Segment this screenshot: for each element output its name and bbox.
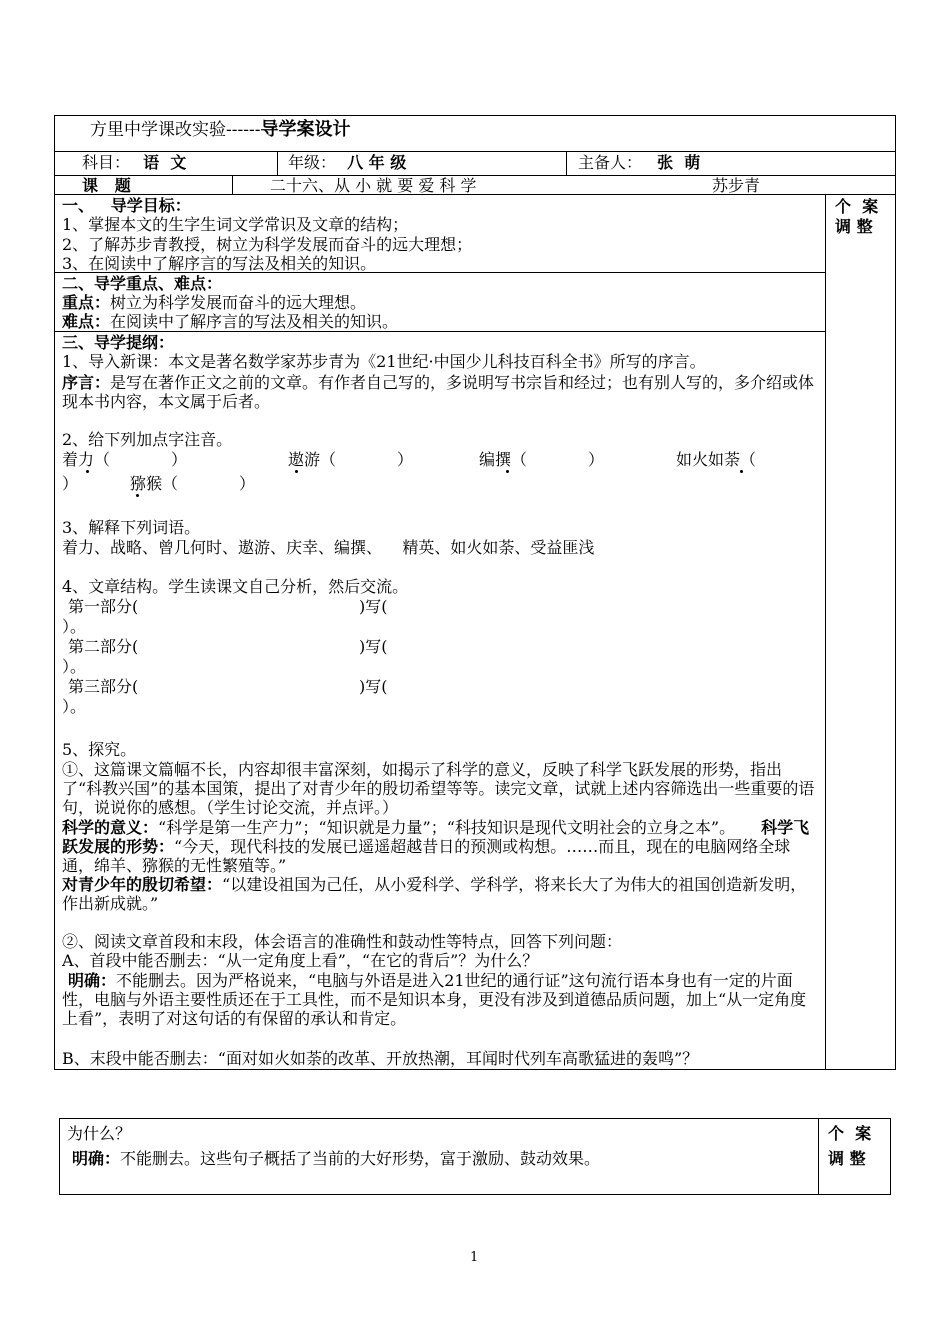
- pinyin-item: 遨游（ ）: [288, 450, 414, 469]
- preface-paragraph: [62, 373, 820, 411]
- plan-title: 导学案设计: [260, 119, 351, 140]
- preparer-label: 主备人：: [578, 153, 643, 172]
- side-label-line1: 个 案: [835, 197, 879, 216]
- pinyin-item: 猕猴（ ）: [130, 474, 256, 493]
- answer-a-text: 不能删去。因为严格说来，“电脑与外语是进入21世纪的通行证”这句流行语本身也有一定的片面性，电脑与外语主要性质还在于工具性，而不是知识本身，更没有涉及到道德品质问题，加上“从一定角度上看”，表明了对这句话的有保留的承认和肯定。: [62, 971, 807, 1028]
- difficult-point-label: 难点：: [62, 312, 111, 331]
- section1-item: 3、在阅读中了解序言的写法及相关的知识。: [62, 254, 377, 273]
- table-border-bottom: [54, 1069, 896, 1070]
- question-2: 2、给下列加点字注音。: [62, 430, 233, 449]
- meaning-paragraph: [62, 818, 820, 875]
- preface-label: 序言：: [62, 373, 111, 392]
- section2-heading: 二、导学重点、难点：: [62, 274, 223, 293]
- part-end: ）。: [62, 617, 87, 636]
- part-mid: )写(: [359, 677, 388, 696]
- side-label2-line2: 调 整: [828, 1149, 866, 1168]
- section3-heading: 三、导学提纲：: [62, 333, 175, 352]
- pinyin-item: 编撰（ ）: [479, 450, 605, 469]
- answer-a-label: 明确：: [68, 971, 117, 990]
- question-a: A、首段中能否删去：“从一定角度上看”，“在它的背后”？为什么？: [62, 951, 539, 970]
- subject-cell: [82, 153, 186, 173]
- col-divider: [232, 175, 233, 194]
- pinyin-item: ）: [62, 474, 79, 493]
- key-point-text: 树立为科学发展而奋斗的远大理想。: [110, 293, 367, 312]
- hope-text: “以建设祖国为己任，从小爱科学、学科学，将来长大了为伟大的祖国创造新发明，作出新成就。”: [62, 875, 807, 913]
- row-divider: [54, 151, 896, 152]
- question-5: 5、探究。: [62, 740, 137, 759]
- preparer-value: 张 萌: [657, 153, 701, 172]
- table2-border-top: [59, 1118, 891, 1119]
- part-label: 第二部分(: [68, 637, 139, 656]
- intro-text: 1、导入新课：本文是著名数学家苏步青为《21世纪·中国少儿科技百科全书》所写的序言。: [62, 352, 706, 371]
- emphasis-dot: [86, 470, 89, 473]
- situation-text: “今天，现代科技的发展已遥遥超越昔日的预测或构想。……而且，现在的电脑网络全球通，绵羊、猕猴的无性繁殖等。”: [62, 837, 791, 875]
- table2-border-left: [59, 1118, 60, 1195]
- topic-value: 二十六、从 小 就 要 爱 科 学: [270, 176, 477, 195]
- grade-value: 八 年 级: [347, 153, 407, 172]
- emphasis-dot: [295, 470, 298, 473]
- table2-border-bottom: [59, 1194, 891, 1195]
- why-text: 为什么？: [67, 1124, 132, 1143]
- question-5-1: ①、这篇课文篇幅不长，内容却很丰富深刻，如揭示了科学的意义，反映了科学飞跃发展的形势，指出了“科教兴国”的基本国策，提出了对青少年的殷切希望等等。读完文章，试就上述内容筛选出一些重要的语句，说说你的感想。（学生讨论交流，并点评。）: [62, 760, 815, 817]
- meaning-text: “科学是第一生产力”；“知识就是力量”；“科技知识是现代文明社会的立身之本”。: [158, 818, 736, 837]
- table2-border-right: [890, 1118, 891, 1195]
- col-divider: [566, 151, 567, 175]
- grade-label: 年级：: [288, 153, 337, 172]
- key-point-label: 重点：: [62, 293, 111, 312]
- topic-author: 苏步青: [712, 176, 761, 195]
- question-3-words: 着力、战略、曾几何时、遨游、庆幸、编撰、 精英、如火如荼、受益匪浅: [62, 538, 595, 557]
- part-label: 第一部分(: [68, 597, 139, 616]
- table2-col-divider: [818, 1118, 819, 1195]
- situation-label: 科学飞跃发展的形势：: [62, 818, 810, 856]
- section1-item: 1、掌握本文的生字生词文学常识及文章的结构；: [62, 215, 409, 234]
- section1-item: 2、了解苏步青教授，树立为科学发展而奋斗的远大理想；: [62, 235, 473, 254]
- difficult-point-text: 在阅读中了解序言的写法及相关的知识。: [110, 312, 399, 331]
- question-4: 4、文章结构。学生读课文自己分析，然后交流。: [62, 577, 409, 596]
- meaning-label: 科学的意义：: [62, 818, 159, 837]
- part-label: 第三部分(: [68, 677, 139, 696]
- grade-cell: [288, 153, 406, 173]
- preface-text: 是写在著作正文之前的文章。有作者自己写的，多说明写书宗旨和经过；也有别人写的，多介绍或体现本书内容，本文属于后者。: [62, 373, 815, 411]
- topic-label: 课 题: [82, 176, 131, 195]
- section1-heading: 一、 导学目标：: [62, 196, 191, 215]
- part-mid: )写(: [359, 597, 388, 616]
- col-divider: [277, 151, 278, 175]
- part-end: ）。: [62, 697, 87, 716]
- doc-title: [90, 120, 350, 140]
- answer-b-text: 不能删去。这些句子概括了当前的大好形势，富于激励、鼓动效果。: [120, 1149, 601, 1168]
- side-label2-line1: 个 案: [828, 1124, 872, 1143]
- page-number: 1: [470, 1250, 479, 1265]
- subject-value: 语 文: [143, 153, 187, 172]
- difficult-point: [62, 312, 398, 332]
- pinyin-item: 如火如荼（: [676, 450, 757, 469]
- col-divider: [825, 194, 826, 1070]
- emphasis-dot: [506, 470, 509, 473]
- part-mid: )写(: [359, 637, 388, 656]
- part-end: ）。: [62, 657, 87, 676]
- table-border-right: [895, 115, 896, 1070]
- question-5-2: ②、阅读文章首段和末段，体会语言的准确性和鼓动性等特点，回答下列问题：: [62, 932, 623, 951]
- preparer-cell: [578, 153, 700, 173]
- side-label-line2: 调 整: [835, 217, 873, 236]
- table-border-left: [54, 115, 55, 1070]
- answer-a-paragraph: [62, 971, 820, 1028]
- key-point: [62, 293, 366, 313]
- question-3: 3、解释下列词语。: [62, 518, 201, 537]
- question-b: B、末段中能否删去：“面对如火如荼的改革、开放热潮，耳闻时代列车高歌猛进的轰鸣”？: [62, 1049, 699, 1068]
- emphasis-dot: [136, 494, 139, 497]
- pinyin-item: 着力（ ）: [62, 450, 188, 469]
- hope-label: 对青少年的殷切希望：: [62, 875, 223, 894]
- table-border-top: [54, 115, 896, 116]
- answer-b-label: 明确：: [72, 1149, 121, 1168]
- hope-paragraph: [62, 875, 820, 913]
- subject-label: 科目：: [82, 153, 131, 172]
- school-title: 方里中学课改实验------: [90, 120, 261, 140]
- answer-b: [72, 1149, 600, 1169]
- emphasis-dot: [740, 470, 743, 473]
